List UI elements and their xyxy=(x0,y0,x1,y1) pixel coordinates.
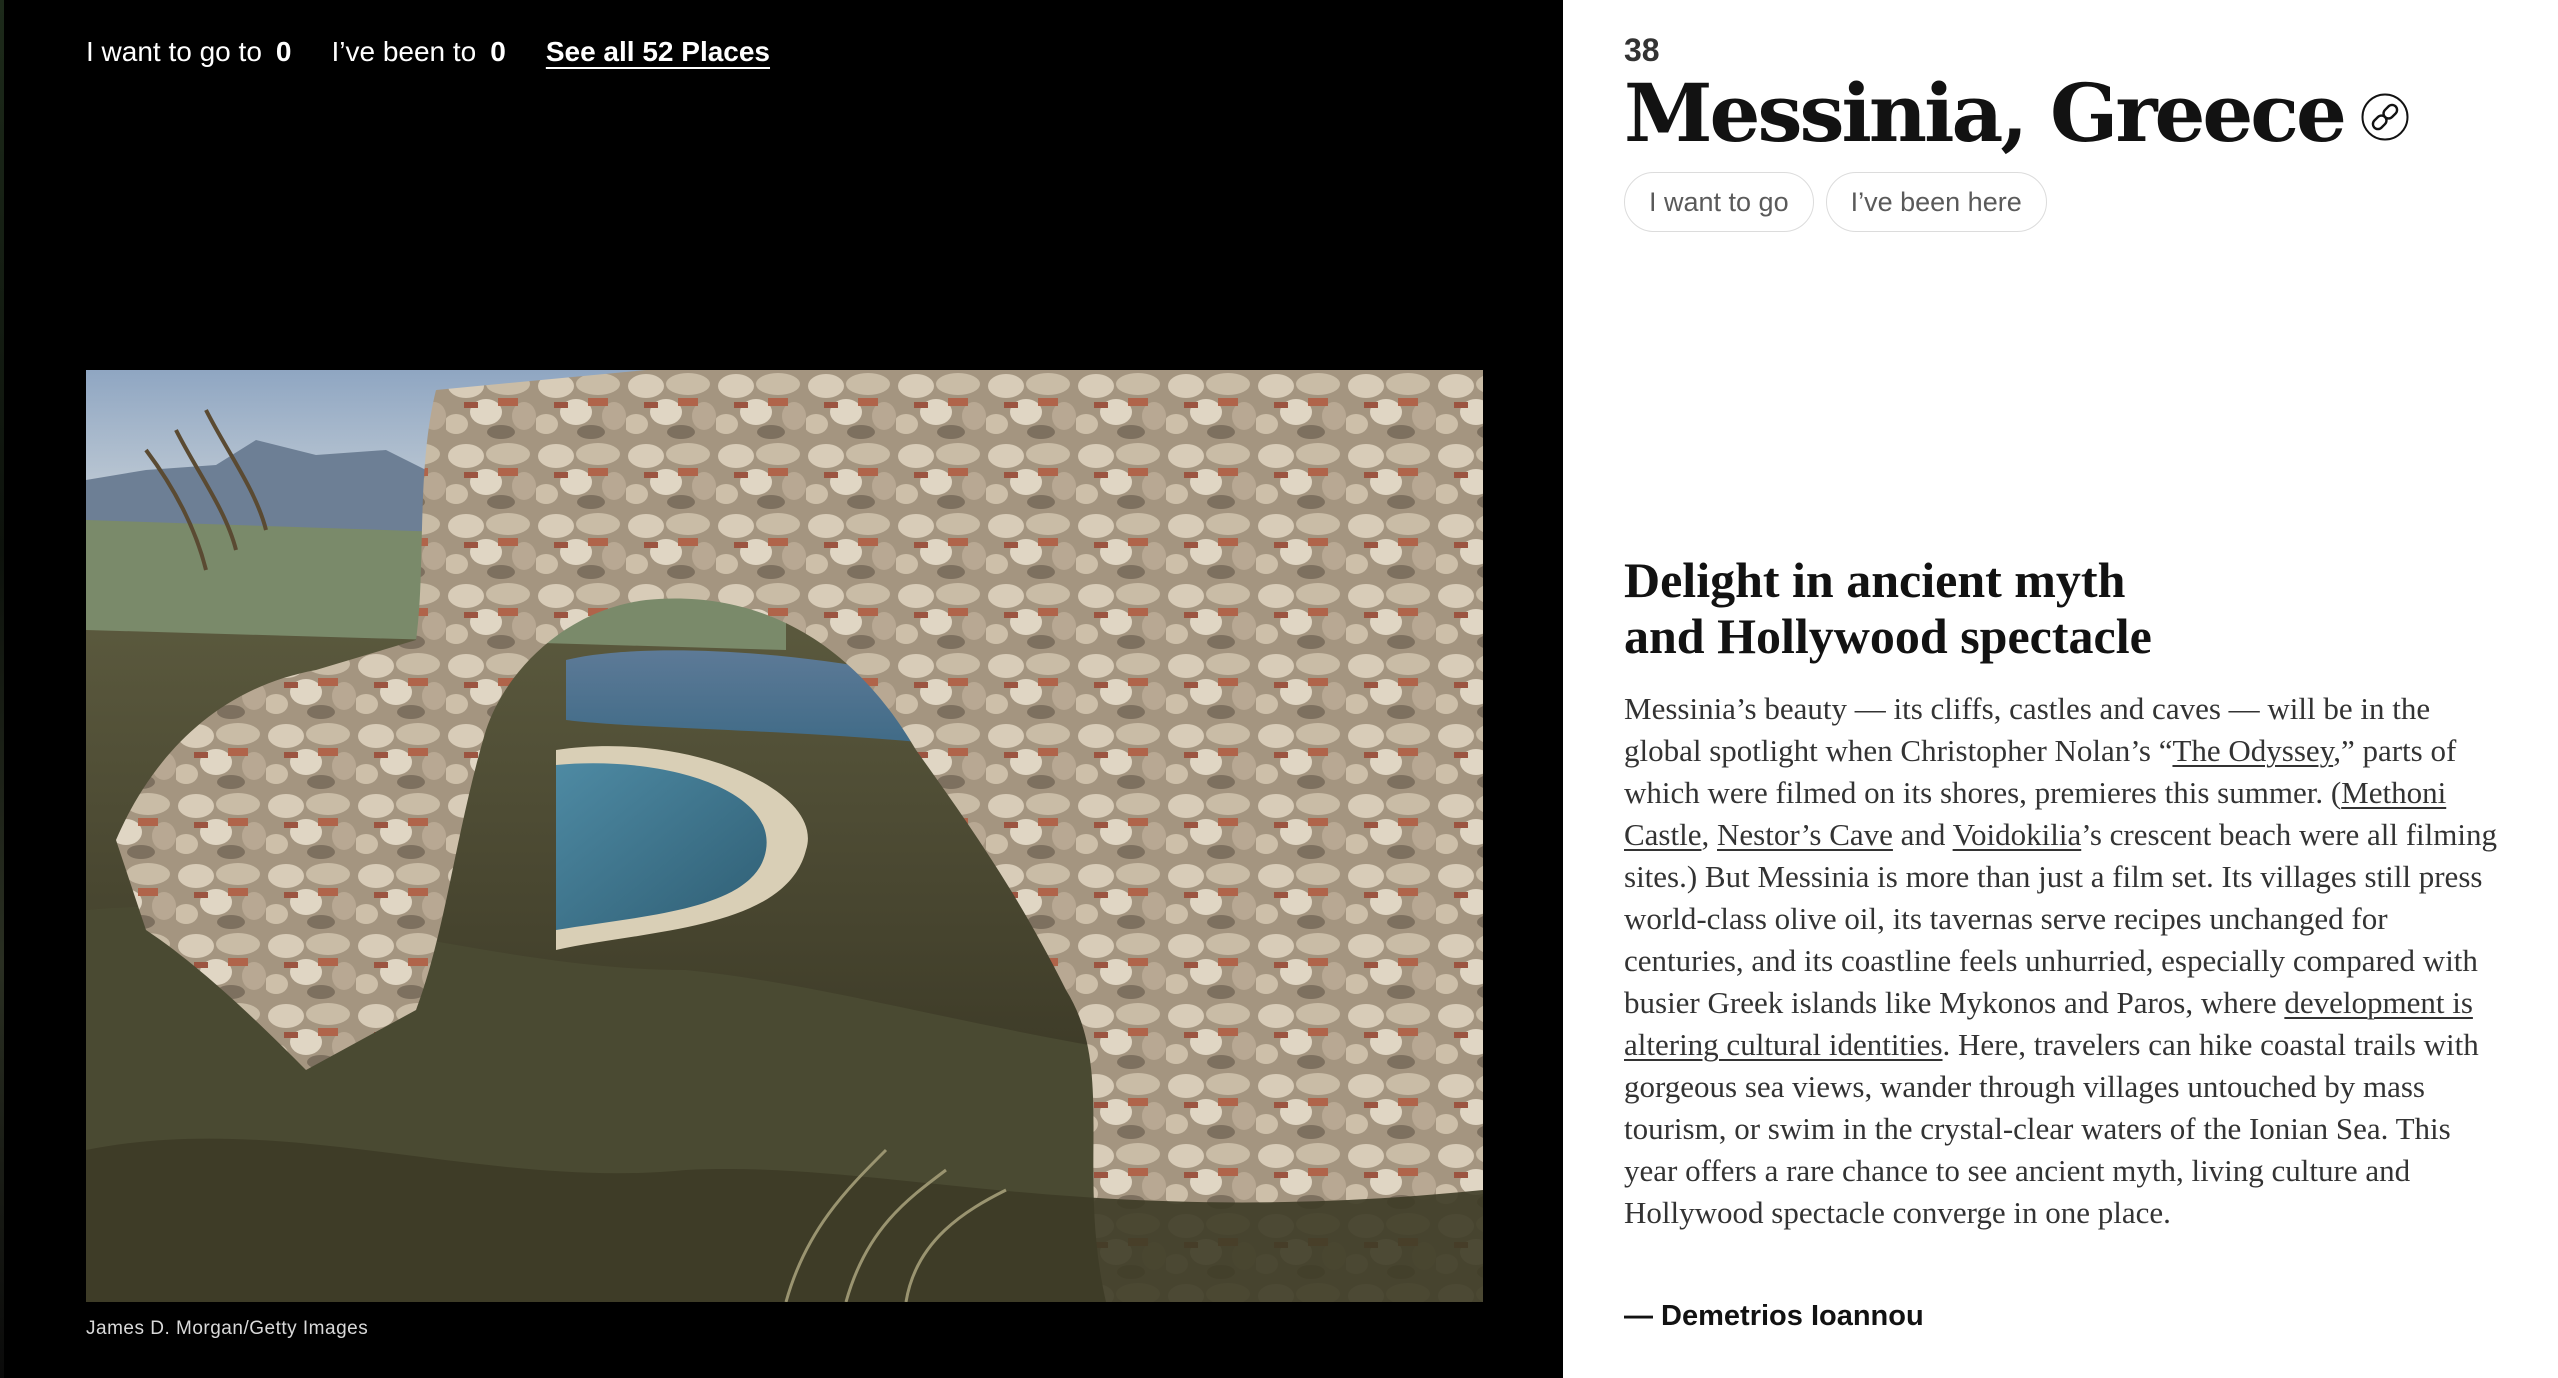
want-to-go-button[interactable]: I want to go xyxy=(1624,172,1814,232)
want-to-go-counter[interactable] xyxy=(86,36,291,68)
place-title: Messinia, Greece xyxy=(1624,66,2344,160)
been-to-label: I’ve been to xyxy=(331,36,477,67)
see-all-places-link[interactable]: See all 52 Places xyxy=(545,36,771,67)
been-to-counter[interactable] xyxy=(331,36,505,68)
article-panel xyxy=(1624,0,2504,1378)
headline-line-1: Delight in ancient myth xyxy=(1624,552,2126,608)
byline: — Demetrios Ioannou xyxy=(1624,1300,1924,1332)
the-odyssey-link[interactable]: The Odyssey xyxy=(2172,733,2334,768)
title-row xyxy=(1624,66,2410,160)
body-text-segment: and xyxy=(1892,817,1953,852)
article-headline xyxy=(1624,552,2484,664)
ruined-arch-photo xyxy=(86,370,1483,1302)
hero-photo xyxy=(86,370,1483,1302)
body-text-segment: Messinia’s beauty — its cliffs, castles and caves — will be in the global spotlight when Christopher Nolan’s “ xyxy=(1624,691,2431,768)
top-nav xyxy=(86,32,770,72)
window-edge xyxy=(0,0,4,1378)
body-text-segment: . Here, travelers can hike coastal trails with gorgeous sea views, wander through villages untouched by mass tourism, or swim in the crystal-clear waters of the Ionian Sea. This year offers a rare chance to see ancient myth, living culture and Hollywood spectacle converge in one place. xyxy=(1624,1027,2479,1230)
want-to-go-count: 0 xyxy=(275,36,292,67)
action-buttons xyxy=(1624,172,2047,232)
nestors-cave-link[interactable]: Nestor’s Cave xyxy=(1717,817,1893,852)
want-to-go-label: I want to go to xyxy=(86,36,262,67)
voidokilia-link[interactable]: Voidokilia xyxy=(1952,817,2082,852)
body-text-segment: , xyxy=(1701,817,1717,852)
been-here-button[interactable]: I’ve been here xyxy=(1826,172,2047,232)
development-article-link[interactable]: development is altering cultural identities xyxy=(1624,985,2473,1062)
body-text-segment: ,” parts of which were filmed on its shores, premieres this summer. ( xyxy=(1624,733,2457,810)
place-rank: 38 xyxy=(1624,32,1660,68)
photo-credit: James D. Morgan/Getty Images xyxy=(86,1318,369,1339)
body-text-segment: ’s crescent beach were all filming sites.) But Messinia is more than just a film set. Its villages still press world-class olive oil, its tavernas serve recipes unchanged for centuries, and its coastline feels unhurried, especially compared with busier Greek islands like Mykonos and Paros, where xyxy=(1624,817,2497,1020)
been-to-count: 0 xyxy=(490,36,506,67)
article-body xyxy=(1624,688,2510,1234)
methoni-castle-link[interactable]: Methoni Castle xyxy=(1624,775,2447,852)
link-icon[interactable] xyxy=(2360,92,2410,142)
headline-line-2: and Hollywood spectacle xyxy=(1624,608,2152,664)
